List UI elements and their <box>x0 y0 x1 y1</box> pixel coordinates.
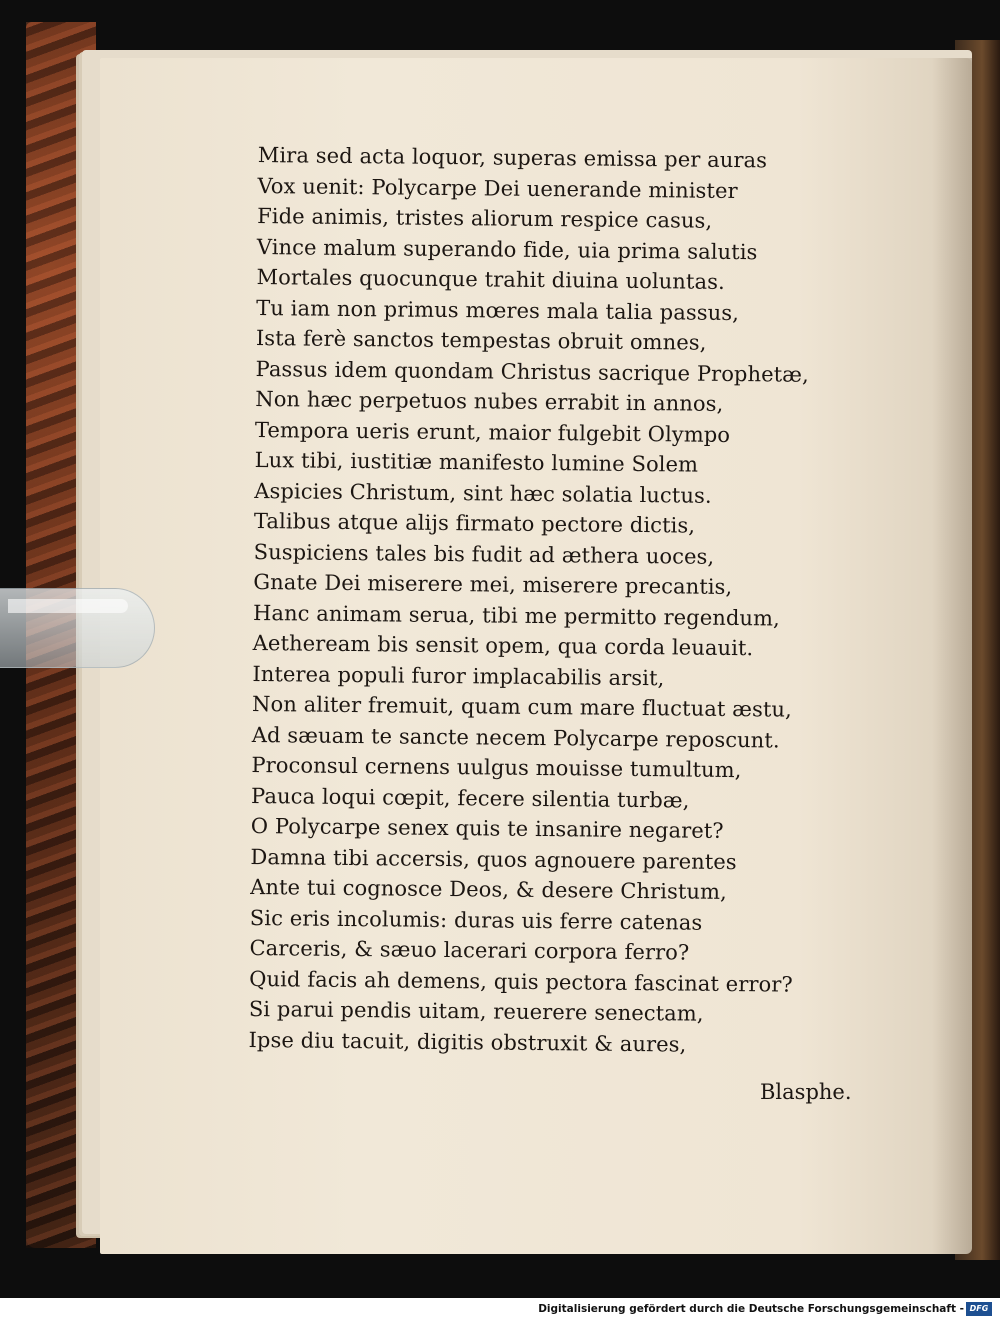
verse-line: Suspiciens tales bis fudit ad æthera uoces, <box>253 539 715 569</box>
verse-line: Fide animis, tristes aliorum respice casus, <box>257 203 713 233</box>
verse-line: Vince malum superando fide, uia prima salutis <box>256 234 758 264</box>
verse-line: Sic eris incolumis: duras uis ferre catenas <box>249 905 703 935</box>
verse-line: Quid facis ah demens, quis pectora fascinat error? <box>249 966 793 997</box>
verse-line: Aetheream bis sensit opem, qua corda leuauit. <box>252 630 754 661</box>
verse-line: Non hæc perpetuos nubes errabit in annos, <box>255 386 724 416</box>
verse-line: Non aliter fremuit, quam cum mare fluctuat æstu, <box>251 691 792 722</box>
verse-line: Vox uenit: Polycarpe Dei uenerande minister <box>257 173 738 203</box>
verse-line: Ante tui cognosce Deos, & desere Christum, <box>250 874 728 904</box>
verse-line: Ipse diu tacuit, digitis obstruxit & aures, <box>248 1027 687 1057</box>
verse-line: Proconsul cernens uulgus mouisse tumultum, <box>251 752 742 783</box>
verse-line: Tempora ueris erunt, maior fulgebit Olympo <box>254 417 731 447</box>
digitization-credit: Digitalisierung gefördert durch die Deutsche Forschungsgemeinschaft - <box>538 1303 964 1315</box>
verse-line: Damna tibi accersis, quos agnouere parentes <box>250 844 737 874</box>
dfg-logo: DFG <box>966 1302 992 1316</box>
plastic-page-clip <box>0 588 155 668</box>
verse-line: Mira sed acta loquor, superas emissa per auras <box>257 142 768 173</box>
verse-line: Hanc animam serua, tibi me permitto regendum, <box>252 600 781 630</box>
clip-gloss <box>8 599 128 613</box>
verse-line: Mortales quocunque trahit diuina uoluntas. <box>256 264 725 294</box>
catchword: Blasphe. <box>760 1080 852 1104</box>
verse-line: Aspicies Christum, sint hæc solatia luctus. <box>254 478 712 508</box>
gutter-shadow <box>932 58 972 1254</box>
verse-text-block <box>248 140 858 1061</box>
verse-line: Talibus atque alijs firmato pectore dictis, <box>253 508 696 538</box>
verse-line: Interea populi furor implacabilis arsit, <box>252 661 665 690</box>
verse-line: Ista ferè sanctos tempestas obruit omnes, <box>255 325 707 355</box>
verse-line: Lux tibi, iustitiæ manifesto lumine Solem <box>254 447 699 477</box>
verse-line: Ad sæuam te sancte necem Polycarpe reposcunt. <box>251 722 780 752</box>
verse-line: Pauca loqui cœpit, fecere silentia turbæ, <box>251 783 690 813</box>
verse-line: Carceris, & sæuo lacerari corpora ferro? <box>249 935 690 965</box>
verse-line: Tu iam non primus mœres mala talia passus, <box>256 295 740 325</box>
verse-line: Si parui pendis uitam, reuerere senectam, <box>248 996 704 1026</box>
verse-line: O Polycarpe senex quis te insanire negaret? <box>250 813 724 843</box>
verse-line: Gnate Dei miserere mei, miserere precantis, <box>253 569 733 599</box>
verse-line: Passus idem quondam Christus sacrique Prophetæ, <box>255 356 809 387</box>
